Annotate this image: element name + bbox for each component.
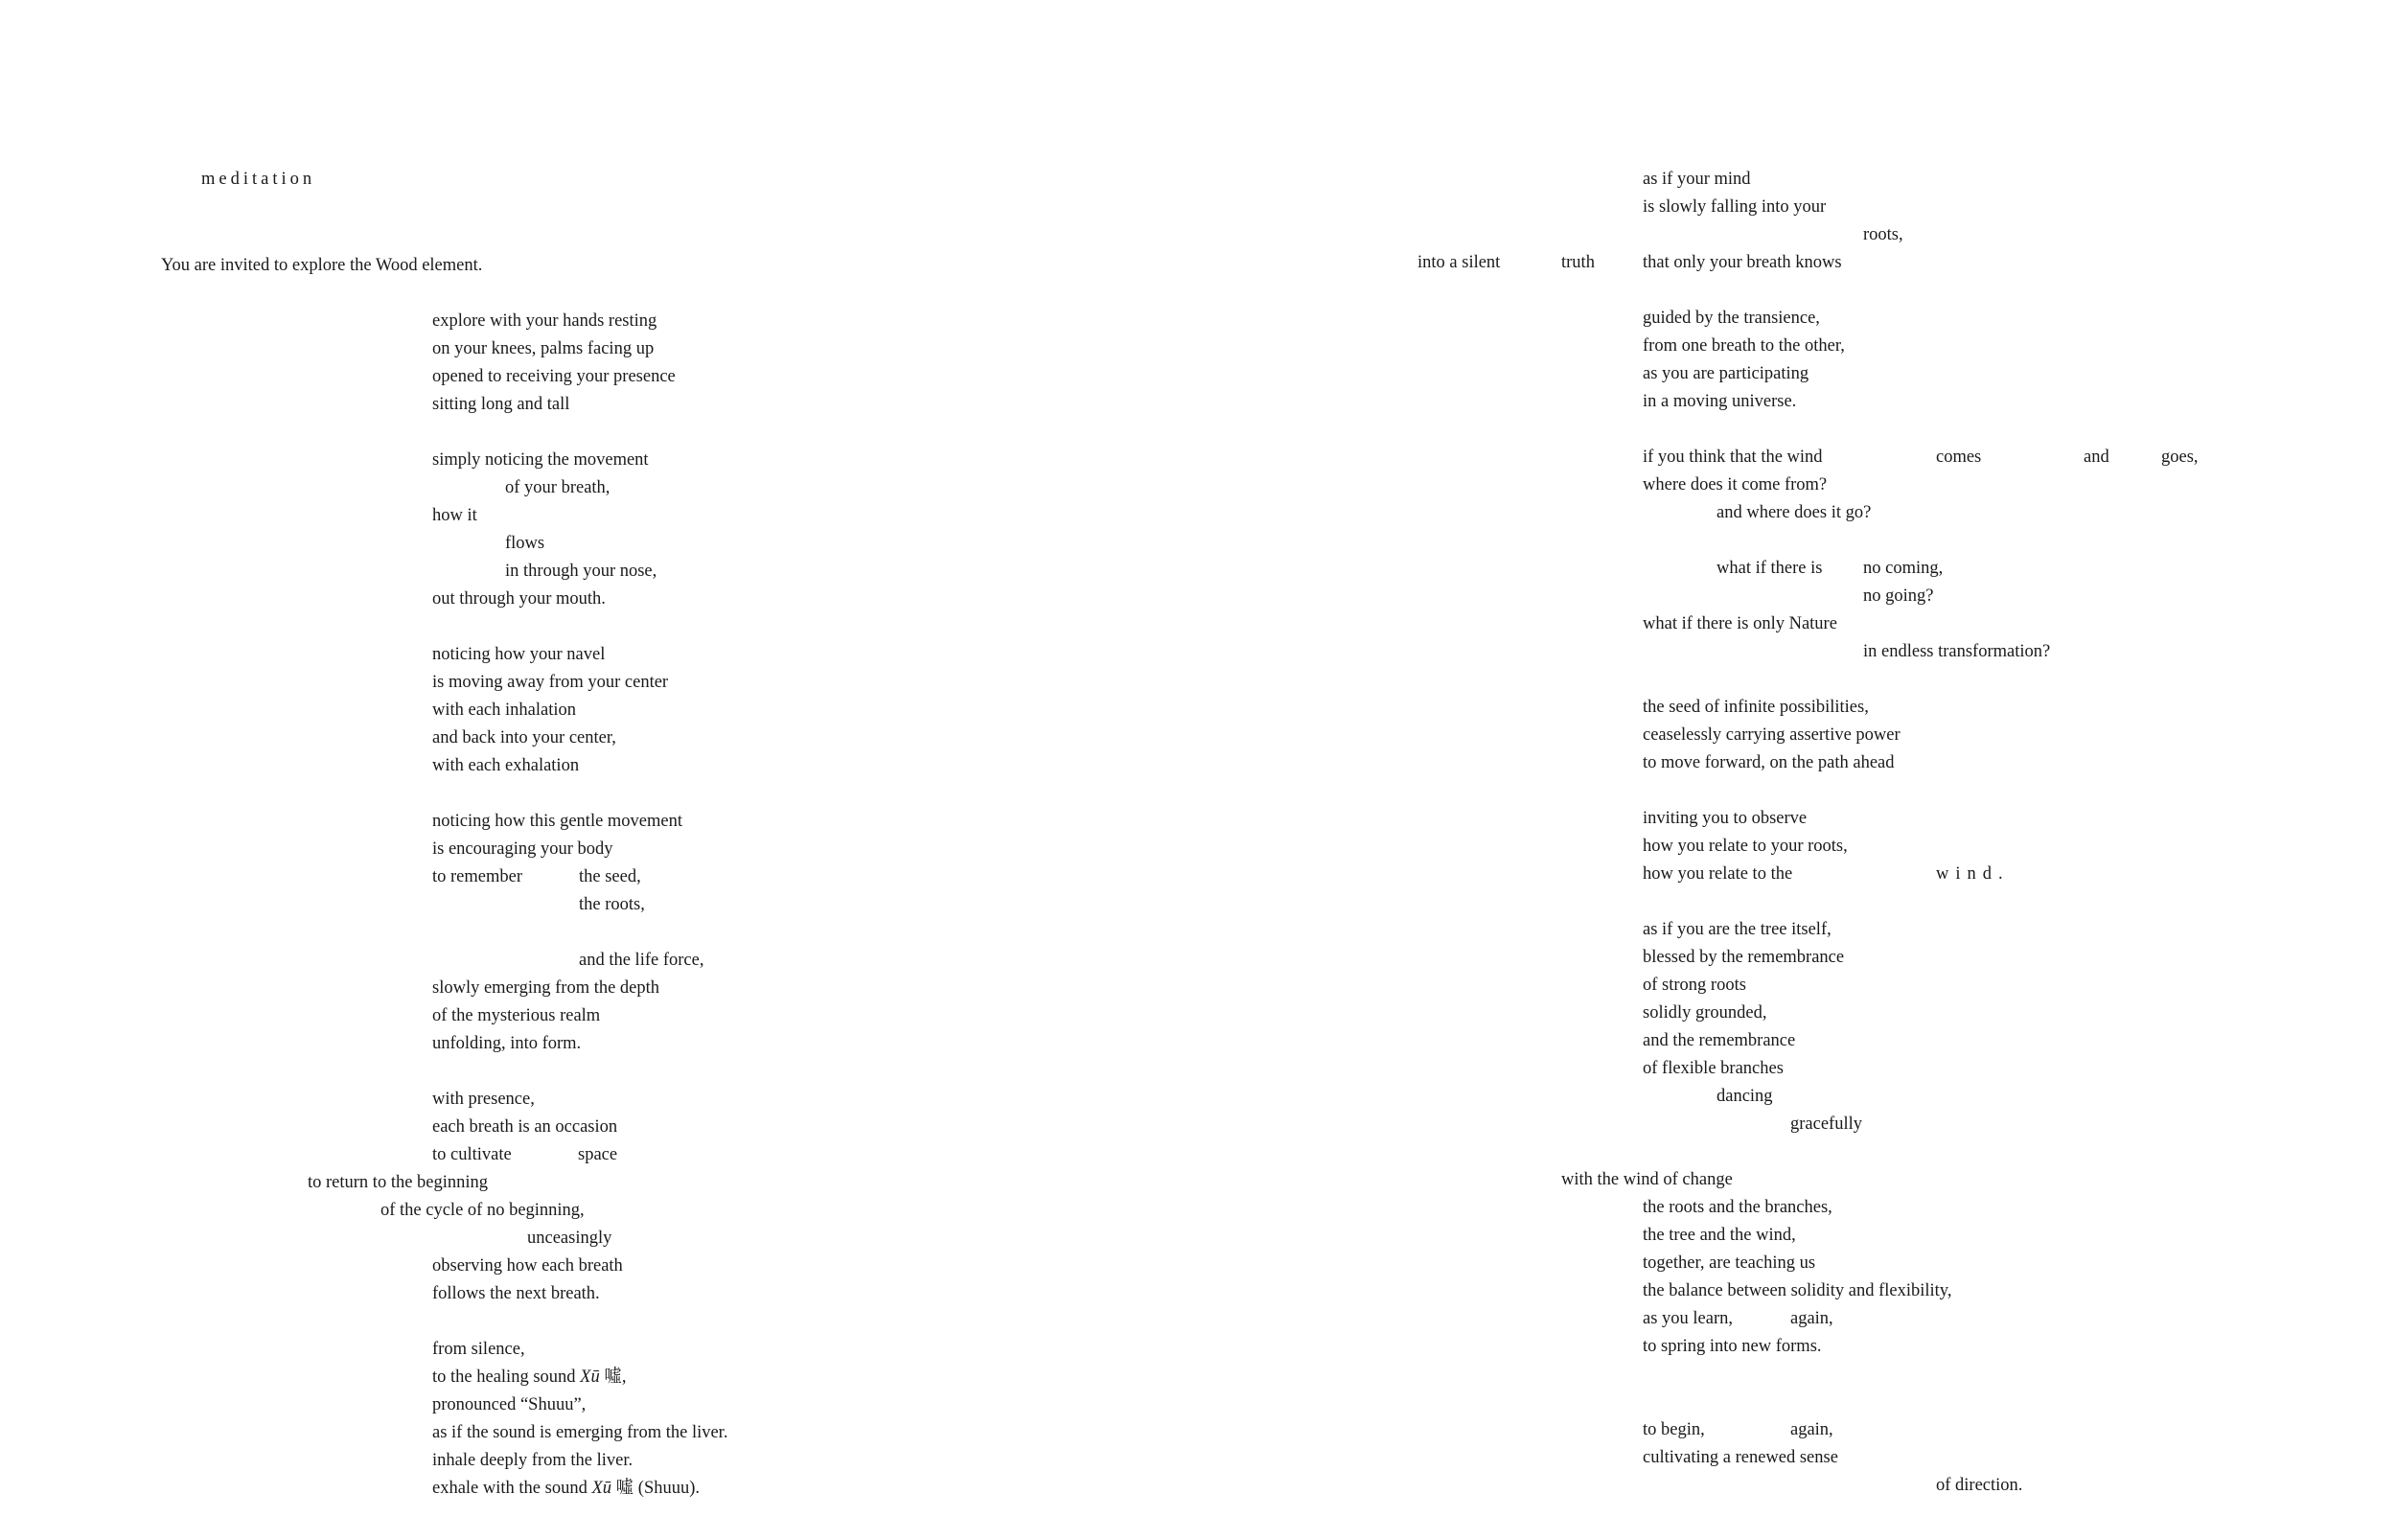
poem-line: with each exhalation <box>432 756 580 775</box>
poem-line: the seed of infinite possibilities, <box>1643 698 1869 717</box>
poem-line: slowly emerging from the depth <box>432 978 660 998</box>
poem-line: and where does it go? <box>1716 503 1872 522</box>
poem-line: how it <box>432 506 477 525</box>
poem-line: as you learn, <box>1643 1309 1734 1328</box>
poem-line: ceaselessly carrying assertive power <box>1643 725 1901 745</box>
poem-line: how you relate to the <box>1643 864 1793 884</box>
poem-line: space <box>578 1145 618 1164</box>
poem-line: with the wind of change <box>1561 1170 1733 1189</box>
poem-line: out through your mouth. <box>432 589 606 609</box>
poem-line: to move forward, on the path ahead <box>1643 753 1895 772</box>
poem-line: on your knees, palms facing up <box>432 339 655 358</box>
poem-line: wind. <box>1936 864 2010 884</box>
poem-line: pronounced “Shuuu”, <box>432 1395 587 1414</box>
poem-line: from one breath to the other, <box>1643 336 1845 356</box>
poem-line: and <box>2084 448 2109 467</box>
poem-line: to cultivate <box>432 1145 512 1164</box>
pinyin-word: Xū <box>580 1368 600 1387</box>
poem-line: and back into your center, <box>432 728 616 747</box>
poem-line: as if your mind <box>1643 170 1751 189</box>
poem-line: is moving away from your center <box>432 673 669 692</box>
poem-line: of the mysterious realm <box>432 1006 601 1025</box>
pinyin-word: Xū <box>591 1479 612 1498</box>
poem-line: of flexible branches <box>1643 1059 1784 1078</box>
poem-line: no coming, <box>1863 559 1944 578</box>
poem-line: to begin, <box>1643 1420 1705 1439</box>
poem-line: and the remembrance <box>1643 1031 1796 1050</box>
poem-line: from silence, <box>432 1340 525 1359</box>
poem-line: what if there is <box>1716 559 1823 578</box>
poem-line: and the life force, <box>579 951 704 970</box>
poem-line: inviting you to observe <box>1643 809 1808 828</box>
poem-line: of the cycle of no beginning, <box>380 1201 585 1220</box>
page-heading: meditation <box>201 170 316 189</box>
poem-line: in through your nose, <box>505 562 657 581</box>
poem-line: dancing <box>1716 1087 1773 1106</box>
poem-line: the roots and the branches, <box>1643 1198 1832 1217</box>
poem-line: the balance between solidity and flexibility, <box>1643 1281 1952 1300</box>
poem-line: blessed by the remembrance <box>1643 948 1845 967</box>
poem-line: simply noticing the movement <box>432 450 649 470</box>
poem-line: roots, <box>1863 225 1903 244</box>
poem-line: with presence, <box>432 1090 535 1109</box>
poem-line: no going? <box>1863 586 1934 606</box>
poem-line: cultivating a renewed sense <box>1643 1448 1838 1467</box>
poem-line: goes, <box>2161 448 2199 467</box>
poem-line: inhale deeply from the liver. <box>432 1451 634 1470</box>
poem-line: flows <box>505 534 545 553</box>
poem-text: exhale with the sound <box>432 1479 592 1498</box>
poem-line: the tree and the wind, <box>1643 1226 1796 1245</box>
poem-line: together, are teaching us <box>1643 1253 1816 1273</box>
poem-line: of strong roots <box>1643 976 1746 995</box>
poem-line: comes <box>1936 448 1982 467</box>
poem-line: what if there is only Nature <box>1643 614 1837 633</box>
poem-line: gracefully <box>1790 1115 1862 1134</box>
poem-line: is slowly falling into your <box>1643 197 1827 217</box>
poem-line <box>432 1477 700 1500</box>
poem-line: to spring into new forms. <box>1643 1337 1822 1356</box>
poem-line: the seed, <box>579 867 641 886</box>
poem-line: in endless transformation? <box>1863 642 2051 661</box>
poem-line: of direction. <box>1936 1476 2023 1495</box>
poem-line: in a moving universe. <box>1643 392 1797 411</box>
poem-line: again, <box>1790 1309 1833 1328</box>
intro-line: You are invited to explore the Wood element. <box>161 256 483 275</box>
poem-line: opened to receiving your presence <box>432 367 676 386</box>
poem-line: sitting long and tall <box>432 395 570 414</box>
poem-line: each breath is an occasion <box>432 1117 618 1137</box>
poem-line: noticing how this gentle movement <box>432 812 683 831</box>
poem-line: if you think that the wind <box>1643 448 1823 467</box>
poem-line: is encouraging your body <box>432 839 613 859</box>
poem-line: as if the sound is emerging from the liver. <box>432 1423 728 1442</box>
right-page <box>1198 0 2396 1540</box>
poem-line: how you relate to your roots, <box>1643 837 1848 856</box>
poem-line: to remember <box>432 867 522 886</box>
poem-line <box>432 1366 626 1389</box>
poem-text: 噓, <box>599 1368 627 1387</box>
poem-line: again, <box>1790 1420 1833 1439</box>
poem-line: noticing how your navel <box>432 645 606 664</box>
poem-line: that only your breath knows <box>1643 253 1842 272</box>
poem-line: unfolding, into form. <box>432 1034 582 1053</box>
poem-line: where does it come from? <box>1643 475 1828 494</box>
poem-line: of your breath, <box>505 478 611 497</box>
poem-line: guided by the transience, <box>1643 309 1820 328</box>
poem-line: explore with your hands resting <box>432 311 657 331</box>
poem-line: the roots, <box>579 895 645 914</box>
poem-line: unceasingly <box>527 1229 612 1248</box>
poem-line: observing how each breath <box>432 1256 623 1276</box>
poem-text: to the healing sound <box>432 1368 581 1387</box>
poem-line: truth <box>1561 253 1595 272</box>
poem-text: 噓 (Shuuu). <box>611 1479 701 1498</box>
poem-line: solidly grounded, <box>1643 1003 1767 1023</box>
poem-line: into a silent <box>1417 253 1501 272</box>
poem-line: follows the next breath. <box>432 1284 600 1303</box>
poem-line: as you are participating <box>1643 364 1809 383</box>
poem-line: to return to the beginning <box>308 1173 489 1192</box>
poem-line: as if you are the tree itself, <box>1643 920 1832 939</box>
poem-line: with each inhalation <box>432 701 577 720</box>
